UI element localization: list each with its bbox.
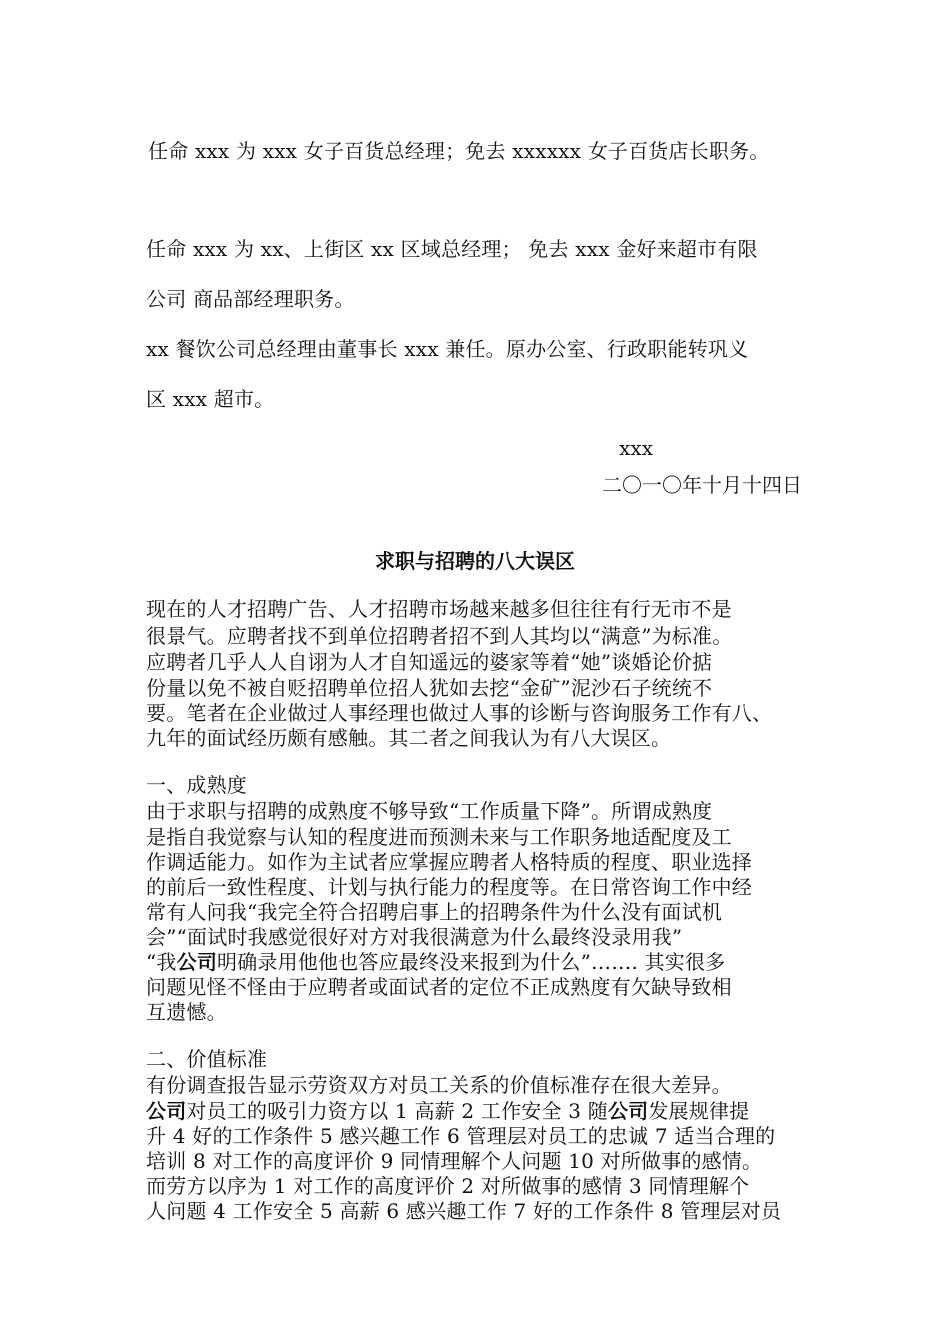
section-1-line: 会”“面试时我感觉很好对方对我很满意为什么最终没录用我”	[146, 925, 683, 949]
section-1-line: 的前后一致性程度、计划与执行能力的程度等。在日常咨询工作中经	[146, 875, 752, 899]
intro-line: 九年的面试经历颇有感触。其二者之间我认为有八大误区。	[146, 726, 672, 750]
section-1-line: 常有人问我“我完全符合招聘启事上的招聘条件为什么没有面试机	[146, 900, 723, 924]
notice-paragraph-2-line-2: 公司 商品部经理职务。	[146, 287, 355, 311]
intro-line: 应聘者几乎人人自诩为人才自知遥远的婆家等着“她”谈婚论价掂	[146, 650, 713, 674]
article-title: 求职与招聘的八大误区	[375, 549, 575, 573]
notice-paragraph-1: 任命 xxx 为 xxx 女子百货总经理；免去 xxxxxx 女子百货店长职务。	[148, 139, 770, 163]
section-1-line: 问题见怪不怪由于应聘者或面试者的定位不正成熟度有欠缺导致相	[146, 975, 732, 999]
section-2-line-2-bold-1: 公司	[146, 1099, 187, 1123]
notice-paragraph-2-line-1: 任命 xxx 为 xx、上街区 xx 区域总经理； 免去 xxx 金好来超市有限	[146, 237, 758, 261]
section-2-line-mixed	[146, 1099, 749, 1123]
intro-line: 份量以免不被自贬招聘单位招人犹如去挖“金矿”泥沙石子统统不	[146, 676, 713, 700]
notice-signer: xxx	[619, 436, 653, 460]
section-1-line: 作调适能力。如作为主试者应掌握应聘者人格特质的程度、职业选择	[146, 850, 752, 874]
section-1-line-7-bold: 公司	[176, 950, 218, 974]
section-2-line-2-bold-2: 公司	[607, 1099, 649, 1123]
notice-date: 二〇一〇年十月十四日	[602, 473, 802, 497]
section-2-line: 有份调查报告显示劳资双方对员工关系的价值标准存在很大差异。	[146, 1073, 732, 1097]
section-1-line: 由于求职与招聘的成熟度不够导致“工作质量下降”。所谓成熟度	[146, 799, 713, 823]
notice-paragraph-3-line-1: xx 餐饮公司总经理由董事长 xxx 兼任。原办公室、行政职能转巩义	[146, 337, 749, 361]
section-2-line: 人问题 4 工作安全 5 高薪 6 感兴趣工作 7 好的工作条件 8 管理层对员	[146, 1199, 782, 1223]
section-2-line-2-post: 发展规律提	[648, 1099, 750, 1123]
section-2-heading: 二、价值标准	[146, 1047, 268, 1071]
section-1-heading: 一、成熟度	[146, 773, 247, 797]
section-1-line-7-post: 明确录用他他也答应最终没来报到为什么”……. 其实很多	[217, 950, 726, 974]
section-2-line: 升 4 好的工作条件 5 感兴趣工作 6 管理层对员工的忠诚 7 适当合理的	[146, 1124, 776, 1148]
section-1-line-mixed	[146, 950, 725, 974]
section-1-line: 互遗憾。	[146, 1000, 227, 1024]
intro-line: 很景气。应聘者找不到单位招聘者招不到人其均以“满意”为标准。	[146, 624, 733, 648]
section-2-line: 培训 8 对工作的高度评价 9 同情理解个人问题 10 对所做事的感情。	[146, 1149, 763, 1173]
intro-line: 现在的人才招聘广告、人才招聘市场越来越多但往往有行无市不是	[146, 597, 732, 621]
section-1-line-7-pre: “我	[146, 950, 177, 974]
intro-line: 要。笔者在企业做过人事经理也做过人事的诊断与咨询服务工作有八、	[146, 701, 773, 725]
section-1-line: 是指自我觉察与认知的程度进而预测未来与工作职务地适配度及工	[146, 825, 732, 849]
section-2-line-2-mid: 对员工的吸引力资方以 1 高薪 2 工作安全 3 随	[186, 1099, 608, 1123]
notice-paragraph-3-line-2: 区 xxx 超市。	[146, 387, 275, 411]
section-2-line: 而劳方以序为 1 对工作的高度评价 2 对所做事的感情 3 同情理解个	[146, 1174, 750, 1198]
